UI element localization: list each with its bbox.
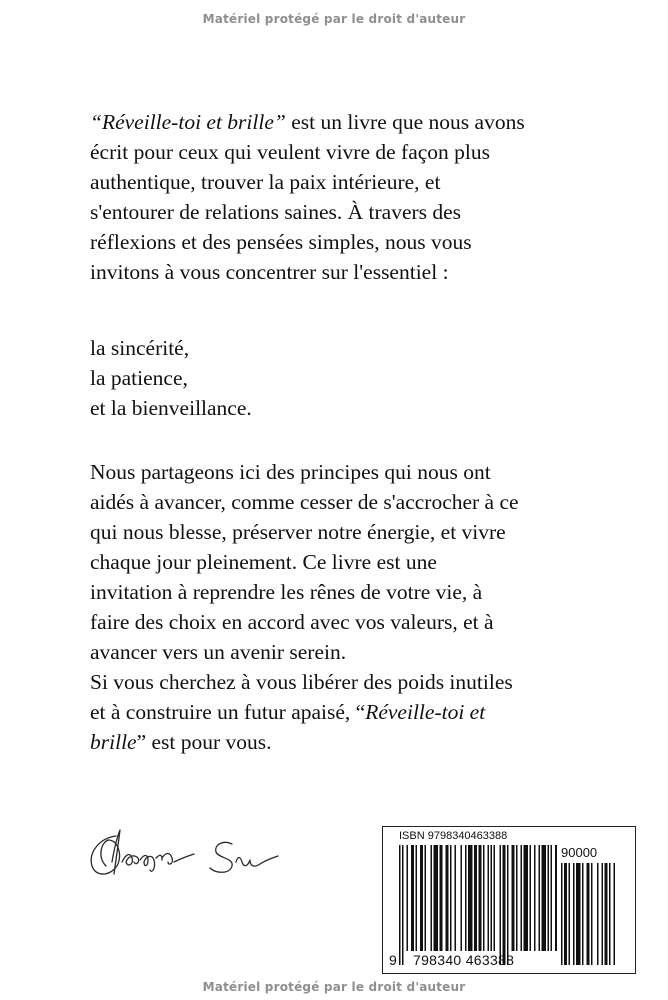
text-line: chaque jour pleinement. Ce livre est une (90, 550, 437, 574)
barcode-bar (465, 845, 467, 951)
price-code: 90000 (561, 845, 598, 860)
barcode-bar (512, 845, 515, 951)
barcode-bar (555, 845, 557, 951)
isbn-barcode (382, 826, 636, 974)
copyright-watermark-top: Matériel protégé par le droit d'auteur (202, 12, 466, 26)
barcode-bar (494, 845, 496, 951)
barcode-bars-addon (561, 863, 621, 965)
barcode-bar (609, 863, 611, 965)
barcode-bar (402, 845, 404, 965)
barcode-bar (548, 845, 550, 951)
barcode-bar (407, 845, 409, 951)
text-line: invitation à reprendre les rênes de votre vie, à (90, 580, 483, 604)
barcode-bar (539, 845, 541, 951)
barcode-bar (582, 863, 584, 965)
barcode-bar (564, 863, 567, 965)
barcode-bar (411, 845, 414, 951)
barcode-bar (569, 863, 571, 965)
text-line: qui nous blesse, préserver notre énergie, et vivre (90, 520, 506, 544)
barcode-bar (614, 863, 616, 965)
barcode-digits: 798340 463388 (413, 952, 515, 968)
intro-paragraph (90, 107, 590, 287)
text-line: avancer vers un avenir serein. (90, 640, 347, 664)
barcode-bar (416, 845, 418, 951)
barcode-bar (605, 863, 608, 965)
barcode-bar (576, 863, 581, 965)
barcode-bar (507, 845, 509, 965)
values-list (90, 333, 590, 423)
barcode-bar (534, 845, 536, 951)
barcode-bar (479, 845, 482, 951)
text-line (90, 727, 590, 757)
barcode-bar (488, 845, 490, 951)
text-span: et à construire un futur apaisé, “ (90, 700, 366, 724)
barcode-bar (468, 845, 473, 951)
book-title: brille (90, 730, 137, 754)
barcode-bar (491, 845, 493, 951)
barcode-bar (597, 863, 599, 965)
list-item: et la bienveillance. (90, 396, 252, 420)
barcode-bar (399, 845, 401, 965)
list-item: la sincérité, (90, 336, 190, 360)
barcode-bar (483, 845, 485, 951)
barcode-bar (551, 845, 553, 951)
text-line: réflexions et des pensées simples, nous vous (90, 230, 472, 254)
barcode-bar (521, 845, 523, 951)
barcode-bar (455, 845, 457, 951)
text-line: aidés à avancer, comme cesser de s'accrocher à ce (90, 490, 519, 514)
body-paragraph (90, 457, 590, 757)
barcode-bar (516, 845, 518, 951)
barcode-bar (602, 863, 604, 965)
barcode-bar (474, 845, 477, 951)
text-line: écrit pour ceux qui veulent vivre de façon plus (90, 140, 490, 164)
isbn-label: ISBN 9798340463388 (399, 830, 508, 842)
barcode-bar (530, 845, 532, 951)
barcode-bar (425, 845, 427, 951)
barcode-bar (591, 863, 593, 965)
author-signature (82, 822, 302, 892)
barcode-bar (450, 845, 452, 951)
text-span: est un livre que nous avons (285, 110, 525, 134)
barcode-bar (434, 845, 439, 951)
list-item: la patience, (90, 366, 188, 390)
text-span: ” est pour vous. (136, 730, 272, 754)
text-line: invitons à vous concentrer sur l'essentiel : (90, 260, 449, 284)
barcode-bar (524, 845, 529, 951)
copyright-watermark-bottom: Matériel protégé par le droit d'auteur (202, 980, 466, 994)
text-line: authentique, trouver la paix intérieure, et (90, 170, 441, 194)
barcode-bar (431, 845, 433, 951)
barcode-bar (503, 845, 506, 965)
text-line: faire des choix en accord avec vos valeurs, et à (90, 610, 494, 634)
text-line: Nous partageons ici des principes qui nous ont (90, 460, 491, 484)
text-line (90, 697, 590, 727)
barcode-bar (446, 845, 449, 951)
text-line (90, 107, 590, 137)
barcode-bar (542, 845, 547, 951)
text-line: Si vous cherchez à vous libérer des poids inutiles (90, 670, 513, 694)
barcode-bar (461, 845, 463, 951)
barcode-bar (561, 863, 563, 965)
barcode-bar (587, 863, 590, 965)
barcode-bar (573, 863, 575, 965)
barcode-digit-first: 9 (389, 952, 397, 968)
barcode-bar (500, 845, 502, 965)
text-line: s'entourer de relations saines. À travers des (90, 200, 462, 224)
barcode-bar (420, 845, 423, 951)
book-title: Réveille-toi et (365, 700, 486, 724)
barcode-bars-main (399, 845, 557, 965)
book-title: “Réveille-toi et brille” (90, 110, 286, 134)
barcode-bar (440, 845, 443, 951)
